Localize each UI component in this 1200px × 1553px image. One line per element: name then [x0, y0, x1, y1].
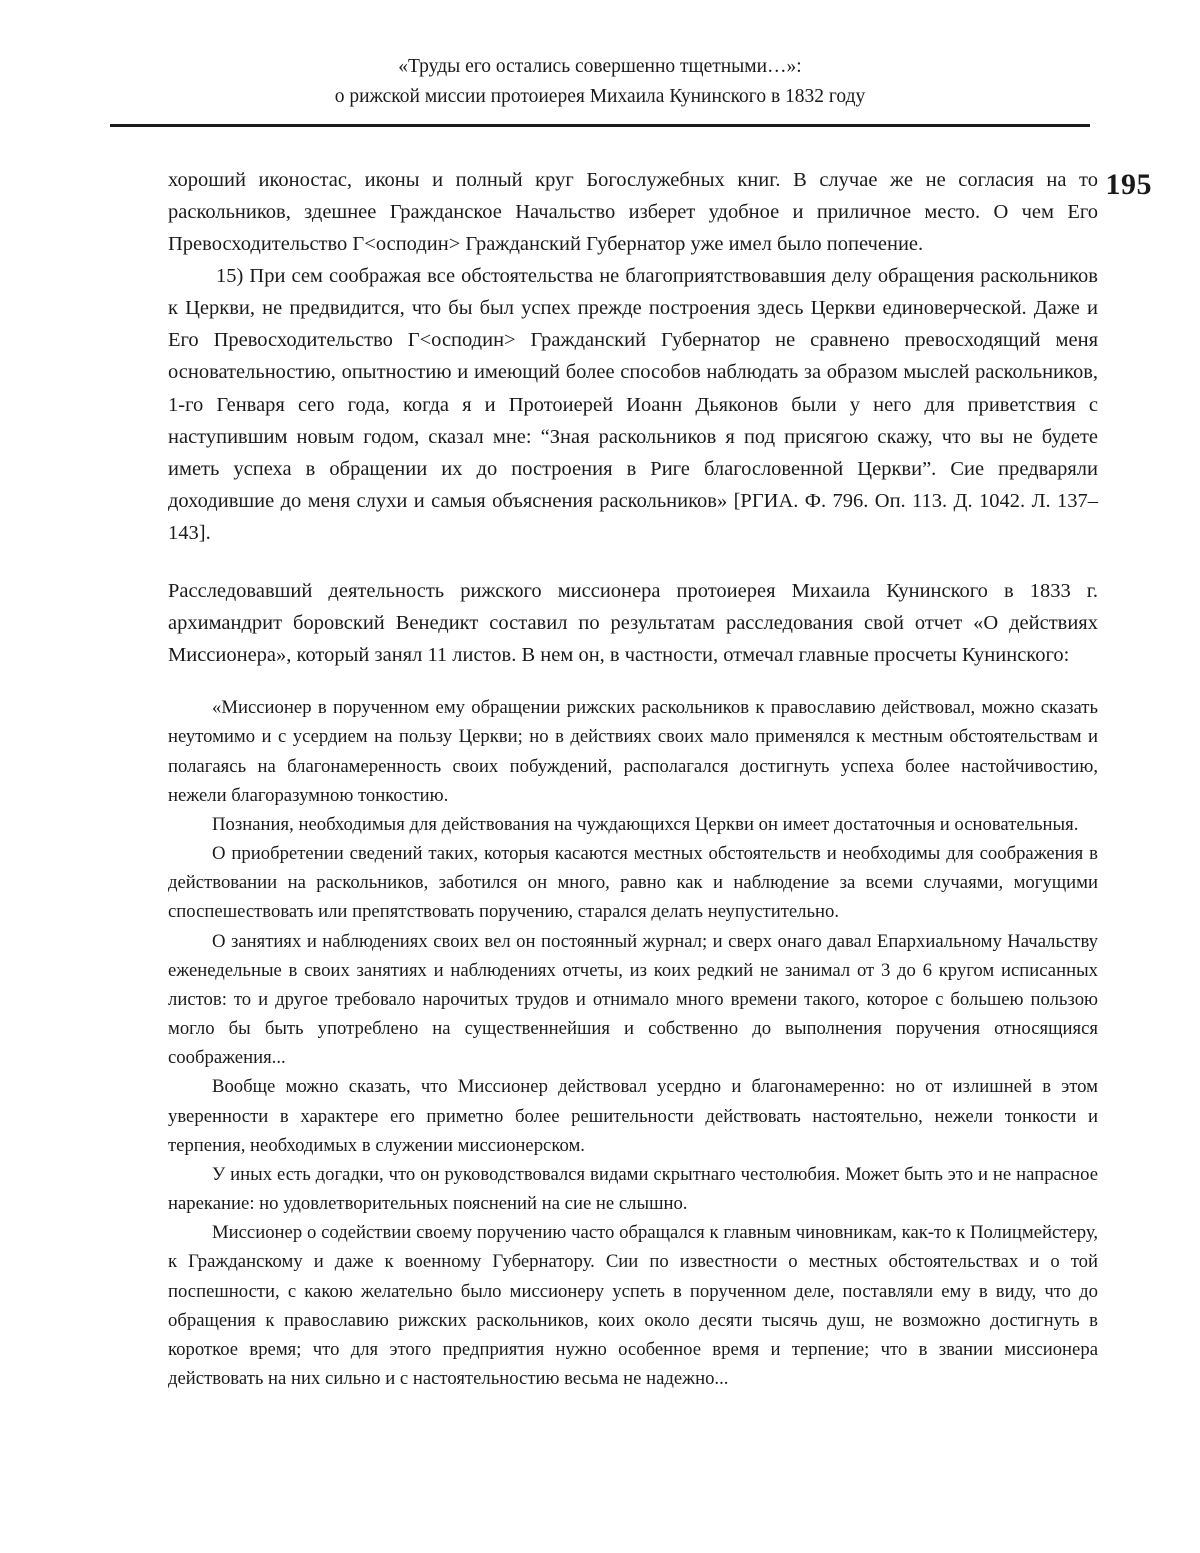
paragraph-author-analysis: Расследовавший деятельность рижского миссионера протоиерея Михаила Кунинского в 1833 г. архимандрит боровский Венедикт составил по результатам расследования свой отчет «О действиях Миссионера», который занял 11 листов. В нем он, в частности, отмечал главные просчеты Кунинского:	[168, 579, 1098, 667]
running-head-line-2: о рижской миссии протоиерея Михаила Кунинского в 1832 году	[334, 86, 866, 108]
quote-paragraph-2: Познания, необходимыя для действования на чуждающихся Церкви он имеет достаточныя и основательныя.	[212, 813, 1079, 835]
page-number: 195	[1105, 168, 1152, 201]
paragraph-continued: хороший иконостас, иконы и полный круг Богослужебных книг. В случае же не согласия на то раскольников, здешнее Гражданское Начальство изберет удобное и приличное место. О чем Его Превосходительство Г<осподин> Гражданский Губернатор уже имел было попечение.	[168, 169, 1098, 256]
text-column	[168, 164, 1098, 1393]
quote-paragraph-4: О занятиях и наблюдениях своих вел он постоянный журнал; и сверх онаго давал Епархиальному Начальству еженедельные в своих занятиях и наблюдениях отчеты, из коих редкий не занимал от 3 до 6 кругом исписанных листов: то и другое требовало нарочитых трудов и отнимало много времени такого, которое с большею пользою могло бы быть употреблено на существеннейшия и собственно до выполнения поручения относящияся соображения...	[168, 930, 1098, 1069]
running-head	[110, 52, 1090, 112]
quote-paragraph-7: Миссионер о содействии своему поручению часто обращался к главным чиновникам, как-то к Полицмейстеру, к Гражданскому и даже к военному Губернатору. Сии по известности о местных обстоятельствах и о той поспешности, с какою желательно было миссионеру успеть в порученном деле, поставляли ему в виду, что до обращения к православию рижских раскольников, коих около десяти тысячь душ, не возможно достигнуть в короткое время; что для этого предприятия нужно особенное время и терпение; что в звании миссионера действовать на них сильно и с настоятельностию весьма не надежно...	[168, 1222, 1098, 1390]
quote-paragraph-6: У иных есть догадки, что он руководствовался видами скрытнаго честолюбия. Может быть это и не напрасное нарекание: но удовлетворительных пояснений на сие не слышно.	[168, 1163, 1098, 1215]
quote-paragraph-1: «Миссионер в порученном ему обращении рижских раскольников к православию действовал, можно сказать неутомимо и с усердием на пользу Церкви; но в действиях своих мало применялся к местным обстоятельствам и полагаясь на благонамеренность своих побуждений, располагался достигнуть успеха более настойчивостию, нежели благоразумною тонкостию.	[168, 697, 1098, 806]
running-head-line-1: «Труды его остались совершенно тщетными…»:	[398, 56, 802, 77]
paragraph-item-15: 15) При сем соображая все обстоятельства не благоприятствовавшия делу обращения раскольников к Церкви, не предвидится, что бы был успех прежде построения здесь Церкви единоверческой. Даже и Его Превосходительство Г<осподин> Гражданский Губернатор не сравнено превосходящий меня основательностию, опытностию и имеющий более способов наблюдать за образом мыслей раскольников, 1-го Генваря сего года, когда я и Протоиерей Иоанн Дьяконов были у него для приветствия с наступившим новым годом, сказал мне: “Зная раскольников я под присягою скажу, что вы не будете иметь успеха в обращении их до построения в Риге благословенной Церкви”. Сие предваряли доходившие до меня слухи и самыя объяснения раскольников» [РГИА. Ф. 796. Оп. 113. Д. 1042. Л. 137–143].	[168, 265, 1098, 544]
header-divider	[110, 124, 1090, 127]
block-quote	[168, 693, 1098, 1393]
quote-paragraph-3: О приобретении сведений таких, которыя касаются местных обстоятельств и необходимы для соображения в действовании на раскольников, заботился он много, равно как и наблюдение за всеми случаями, могущими споспешествовать или препятствовать поручению, старался делать неупустительно.	[168, 843, 1098, 923]
quote-paragraph-5: Вообще можно сказать, что Миссионер действовал усердно и благонамеренно: но от излишней в этом уверенности в характере его приметно более решительности действовать настоятельно, нежели тонкости и терпения, необходимых в служении миссионерском.	[168, 1076, 1098, 1156]
